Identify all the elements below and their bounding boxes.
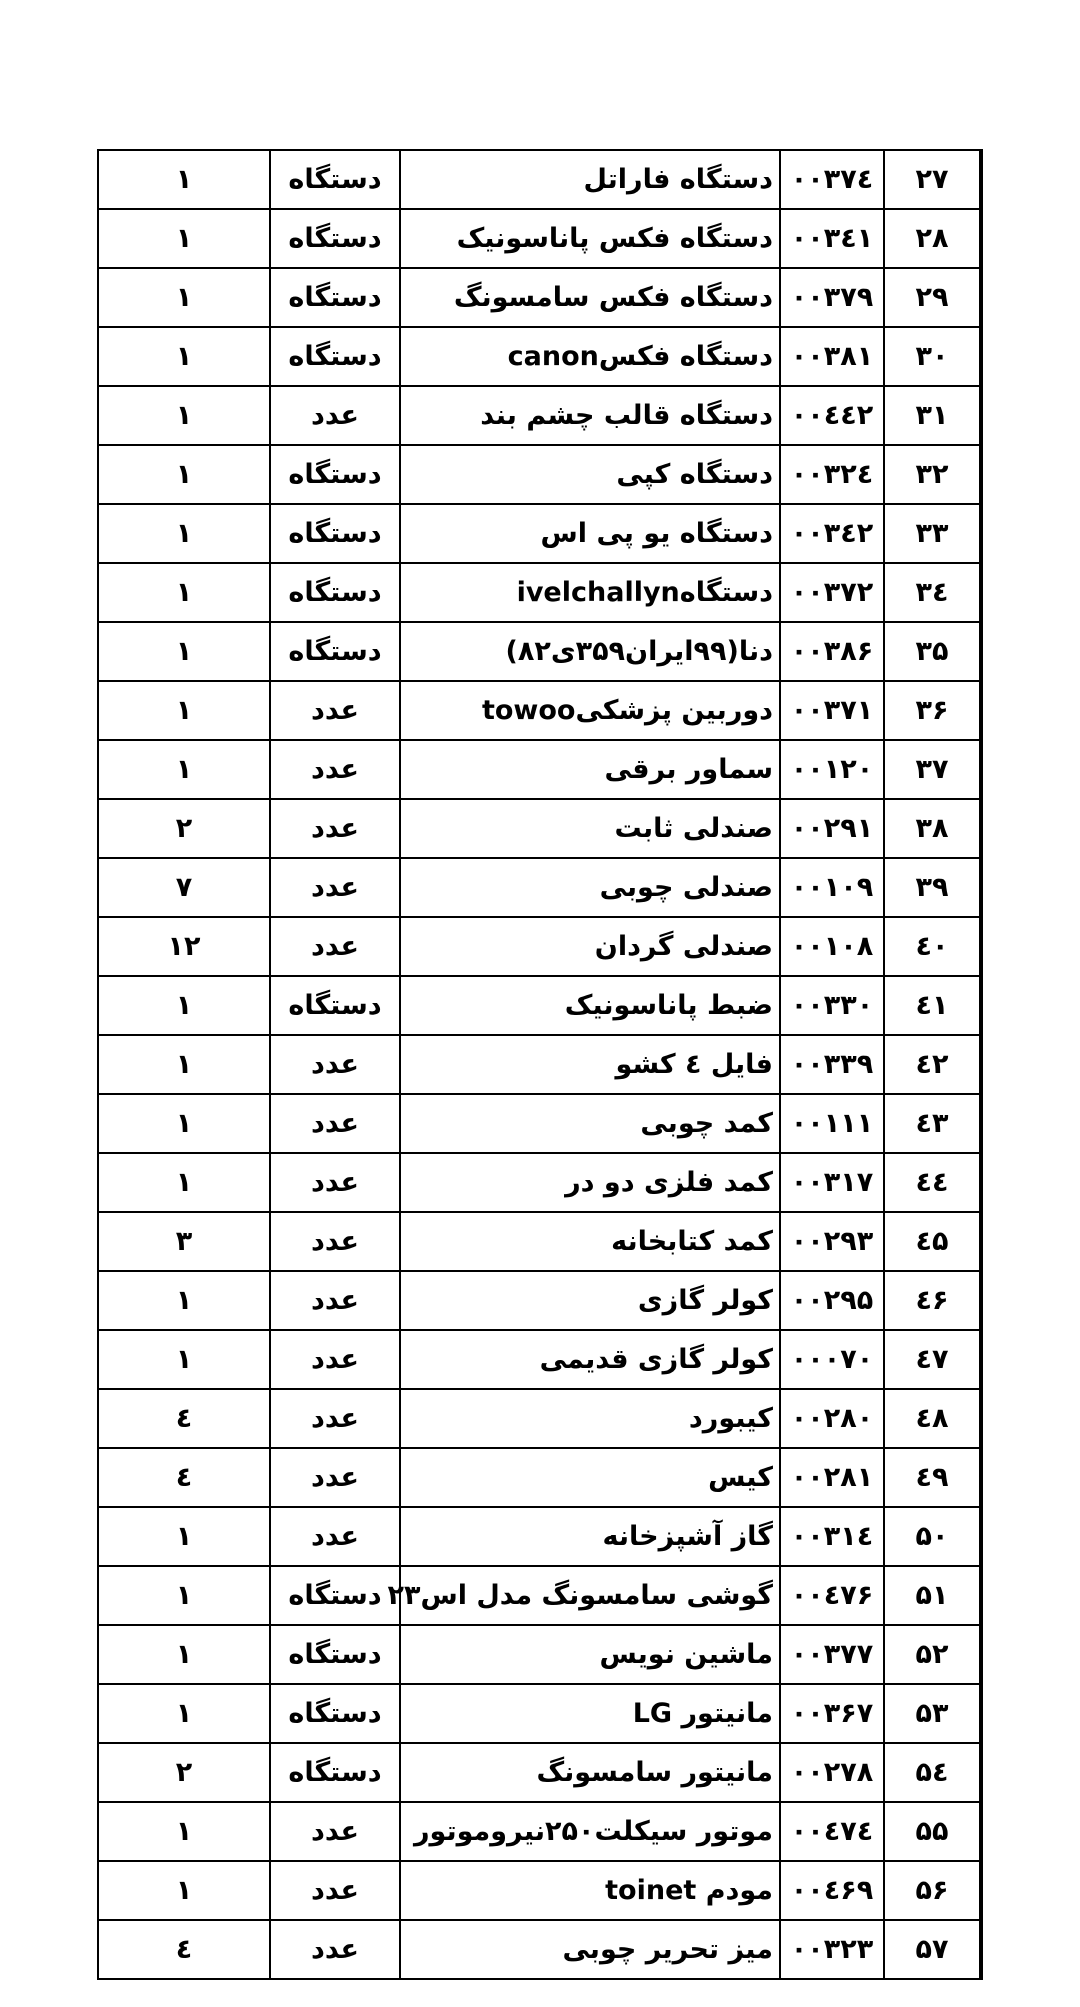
table-row xyxy=(98,445,981,504)
row-number-cell: ٤۵ xyxy=(884,1212,981,1271)
item-code-cell: ۰۰۱۰۸ xyxy=(780,917,884,976)
row-number-cell: ۳۰ xyxy=(884,327,981,386)
table-row xyxy=(98,1920,981,1979)
quantity-cell: ۱ xyxy=(98,386,270,445)
item-name-cell: دستگاه قالب چشم بند xyxy=(400,386,780,445)
quantity-cell: ۲ xyxy=(98,799,270,858)
quantity-cell: ۱ xyxy=(98,681,270,740)
table-row xyxy=(98,150,981,209)
item-name-cell: دستگاه کپی xyxy=(400,445,780,504)
unit-cell: عدد xyxy=(270,386,400,445)
unit-cell: عدد xyxy=(270,1035,400,1094)
unit-cell: عدد xyxy=(270,1861,400,1920)
quantity-cell: ۱ xyxy=(98,1802,270,1861)
row-number-cell: ٤۰ xyxy=(884,917,981,976)
item-code-cell: ۰۰۳۶۷ xyxy=(780,1684,884,1743)
table-row xyxy=(98,386,981,445)
item-name-cell: سماور برقی xyxy=(400,740,780,799)
table-row xyxy=(98,1566,981,1625)
quantity-cell: ٤ xyxy=(98,1448,270,1507)
item-name-cell: دستگاه‌ivelchallyn xyxy=(400,563,780,622)
item-code-cell: ۰۰۳۷۷ xyxy=(780,1625,884,1684)
row-number-cell: ٤۸ xyxy=(884,1389,981,1448)
table-row xyxy=(98,1389,981,1448)
quantity-cell: ۱ xyxy=(98,1684,270,1743)
item-code-cell: ۰۰۲۹۳ xyxy=(780,1212,884,1271)
item-name-cell: دستگاه فکس‌canon xyxy=(400,327,780,386)
item-name-cell: کمد فلزی دو در xyxy=(400,1153,780,1212)
item-code-cell: ۰۰۱۲۰ xyxy=(780,740,884,799)
item-name-cell: کمد کتابخانه xyxy=(400,1212,780,1271)
item-name-cell: کولر گازی xyxy=(400,1271,780,1330)
row-number-cell: ۳۷ xyxy=(884,740,981,799)
item-code-cell: ۰۰۳۷۱ xyxy=(780,681,884,740)
item-name-cell: کیس xyxy=(400,1448,780,1507)
item-code-cell: ۰۰۳۷۲ xyxy=(780,563,884,622)
quantity-cell: ۱ xyxy=(98,1507,270,1566)
row-number-cell: ۵۷ xyxy=(884,1920,981,1979)
quantity-cell: ۱ xyxy=(98,268,270,327)
item-code-cell: ۰۰۳۱۷ xyxy=(780,1153,884,1212)
row-number-cell: ٤٤ xyxy=(884,1153,981,1212)
row-number-cell: ۵۳ xyxy=(884,1684,981,1743)
unit-cell: دستگاه xyxy=(270,327,400,386)
table-row xyxy=(98,268,981,327)
item-name-cell: میز تحریر چوبی xyxy=(400,1920,780,1979)
item-name-cell: دستگاه یو پی اس xyxy=(400,504,780,563)
item-name-cell: مودم toinet xyxy=(400,1861,780,1920)
table-row xyxy=(98,1625,981,1684)
item-code-cell: ۰۰۳۸۶ xyxy=(780,622,884,681)
quantity-cell: ۱ xyxy=(98,1035,270,1094)
item-code-cell: ۰۰٤۶۹ xyxy=(780,1861,884,1920)
row-number-cell: ۳٤ xyxy=(884,563,981,622)
quantity-cell: ۱ xyxy=(98,1271,270,1330)
item-code-cell: ۰۰۳۲۳ xyxy=(780,1920,884,1979)
item-name-cell: فایل ٤ کشو xyxy=(400,1035,780,1094)
row-number-cell: ۲۸ xyxy=(884,209,981,268)
unit-cell: عدد xyxy=(270,1330,400,1389)
unit-cell: عدد xyxy=(270,799,400,858)
item-code-cell: ۰۰٤۷٤ xyxy=(780,1802,884,1861)
item-name-cell: دستگاه فکس سامسونگ xyxy=(400,268,780,327)
quantity-cell: ۱ xyxy=(98,622,270,681)
unit-cell: عدد xyxy=(270,1920,400,1979)
unit-cell: عدد xyxy=(270,858,400,917)
quantity-cell: ۱ xyxy=(98,1094,270,1153)
row-number-cell: ۳۶ xyxy=(884,681,981,740)
item-name-cell: دنا(۹۹ایران۳۵۹ی۸۲) xyxy=(400,622,780,681)
table-row xyxy=(98,1153,981,1212)
quantity-cell: ۱ xyxy=(98,1153,270,1212)
unit-cell: دستگاه xyxy=(270,1743,400,1802)
table-row xyxy=(98,504,981,563)
item-code-cell: ۰۰۲۷۸ xyxy=(780,1743,884,1802)
unit-cell: دستگاه xyxy=(270,622,400,681)
table-row xyxy=(98,917,981,976)
unit-cell: دستگاه xyxy=(270,1566,400,1625)
item-name-cell: گوشی سامسونگ مدل اس۲۳ xyxy=(400,1566,780,1625)
row-number-cell: ۵۵ xyxy=(884,1802,981,1861)
row-number-cell: ٤۲ xyxy=(884,1035,981,1094)
quantity-cell: ۱ xyxy=(98,563,270,622)
item-name-cell: مانیتور سامسونگ xyxy=(400,1743,780,1802)
table-row xyxy=(98,740,981,799)
row-number-cell: ۳۸ xyxy=(884,799,981,858)
quantity-cell: ۲ xyxy=(98,1743,270,1802)
table-row xyxy=(98,1094,981,1153)
item-code-cell: ۰۰۳٤۱ xyxy=(780,209,884,268)
quantity-cell: ۱ xyxy=(98,150,270,209)
item-name-cell: ماشین نویس xyxy=(400,1625,780,1684)
table-row xyxy=(98,681,981,740)
quantity-cell: ۱ xyxy=(98,327,270,386)
quantity-cell: ۱ xyxy=(98,976,270,1035)
item-name-cell: کولر گازی قدیمی xyxy=(400,1330,780,1389)
table-row xyxy=(98,1212,981,1271)
row-number-cell: ۵۲ xyxy=(884,1625,981,1684)
table-row xyxy=(98,799,981,858)
unit-cell: عدد xyxy=(270,681,400,740)
item-name-cell: ضبط پاناسونیک xyxy=(400,976,780,1035)
row-number-cell: ٤۳ xyxy=(884,1094,981,1153)
row-number-cell: ٤۱ xyxy=(884,976,981,1035)
row-number-cell: ۲۹ xyxy=(884,268,981,327)
item-code-cell: ۰۰۳۲٤ xyxy=(780,445,884,504)
row-number-cell: ۳۳ xyxy=(884,504,981,563)
item-name-cell: کمد چوبی xyxy=(400,1094,780,1153)
unit-cell: دستگاه xyxy=(270,1684,400,1743)
table-row xyxy=(98,1802,981,1861)
unit-cell: دستگاه xyxy=(270,445,400,504)
unit-cell: عدد xyxy=(270,1389,400,1448)
row-number-cell: ٤۷ xyxy=(884,1330,981,1389)
item-code-cell: ۰۰۲۹۵ xyxy=(780,1271,884,1330)
row-number-cell: ۳۵ xyxy=(884,622,981,681)
item-code-cell: ۰۰۱۰۹ xyxy=(780,858,884,917)
item-name-cell: کیبورد xyxy=(400,1389,780,1448)
quantity-cell: ۱ xyxy=(98,1566,270,1625)
table-row xyxy=(98,858,981,917)
quantity-cell: ۳ xyxy=(98,1212,270,1271)
row-number-cell: ۲۷ xyxy=(884,150,981,209)
unit-cell: عدد xyxy=(270,1448,400,1507)
row-number-cell: ۳۲ xyxy=(884,445,981,504)
item-code-cell: ۰۰۲۸۱ xyxy=(780,1448,884,1507)
unit-cell: عدد xyxy=(270,740,400,799)
item-name-cell: صندلی ثابت xyxy=(400,799,780,858)
unit-cell: دستگاه xyxy=(270,504,400,563)
inventory-table-body xyxy=(98,150,981,1979)
item-code-cell: ۰۰۳۱٤ xyxy=(780,1507,884,1566)
quantity-cell: ٤ xyxy=(98,1389,270,1448)
row-number-cell: ۵۱ xyxy=(884,1566,981,1625)
table-row xyxy=(98,209,981,268)
quantity-cell: ۱ xyxy=(98,504,270,563)
table-row xyxy=(98,327,981,386)
unit-cell: عدد xyxy=(270,917,400,976)
table-row xyxy=(98,1271,981,1330)
row-number-cell: ٤۹ xyxy=(884,1448,981,1507)
item-name-cell: گاز آشپزخانه xyxy=(400,1507,780,1566)
quantity-cell: ٤ xyxy=(98,1920,270,1979)
item-code-cell: ۰۰٤٤۲ xyxy=(780,386,884,445)
row-number-cell: ۳۹ xyxy=(884,858,981,917)
table-row xyxy=(98,1448,981,1507)
item-name-cell: صندلی گردان xyxy=(400,917,780,976)
table-row xyxy=(98,976,981,1035)
item-name-cell: دستگاه فاراتل xyxy=(400,150,780,209)
table-row xyxy=(98,1035,981,1094)
quantity-cell: ۱ xyxy=(98,209,270,268)
item-code-cell: ۰۰۳٤۲ xyxy=(780,504,884,563)
table-row xyxy=(98,622,981,681)
item-code-cell: ۰۰۳۸۱ xyxy=(780,327,884,386)
row-number-cell: ۵۶ xyxy=(884,1861,981,1920)
quantity-cell: ۱ xyxy=(98,1330,270,1389)
table-row xyxy=(98,1861,981,1920)
quantity-cell: ۱ xyxy=(98,445,270,504)
unit-cell: عدد xyxy=(270,1271,400,1330)
row-number-cell: ۳۱ xyxy=(884,386,981,445)
table-row xyxy=(98,1330,981,1389)
unit-cell: عدد xyxy=(270,1507,400,1566)
unit-cell: دستگاه xyxy=(270,976,400,1035)
quantity-cell: ۱ xyxy=(98,740,270,799)
item-name-cell: دوربین پزشکی‌towoo xyxy=(400,681,780,740)
row-number-cell: ٤۶ xyxy=(884,1271,981,1330)
item-name-cell: صندلی چوبی xyxy=(400,858,780,917)
table-row xyxy=(98,1743,981,1802)
item-code-cell: ۰۰۲۹۱ xyxy=(780,799,884,858)
item-code-cell: ۰۰۲۸۰ xyxy=(780,1389,884,1448)
unit-cell: عدد xyxy=(270,1212,400,1271)
item-name-cell: موتور سیکلت۲۵۰نیروموتور xyxy=(400,1802,780,1861)
row-number-cell: ۵٤ xyxy=(884,1743,981,1802)
item-name-cell: دستگاه فکس پاناسونیک xyxy=(400,209,780,268)
table-row xyxy=(98,563,981,622)
unit-cell: دستگاه xyxy=(270,268,400,327)
quantity-cell: ۱۲ xyxy=(98,917,270,976)
row-number-cell: ۵۰ xyxy=(884,1507,981,1566)
unit-cell: دستگاه xyxy=(270,1625,400,1684)
item-code-cell: ۰۰٤۷۶ xyxy=(780,1566,884,1625)
item-code-cell: ۰۰۳۷۹ xyxy=(780,268,884,327)
unit-cell: دستگاه xyxy=(270,563,400,622)
unit-cell: دستگاه xyxy=(270,209,400,268)
unit-cell: عدد xyxy=(270,1094,400,1153)
quantity-cell: ۷ xyxy=(98,858,270,917)
item-name-cell: مانیتور LG xyxy=(400,1684,780,1743)
unit-cell: عدد xyxy=(270,1802,400,1861)
item-code-cell: ۰۰۰۷۰ xyxy=(780,1330,884,1389)
table-row xyxy=(98,1684,981,1743)
item-code-cell: ۰۰۱۱۱ xyxy=(780,1094,884,1153)
unit-cell: دستگاه xyxy=(270,150,400,209)
quantity-cell: ۱ xyxy=(98,1861,270,1920)
item-code-cell: ۰۰۳۳۹ xyxy=(780,1035,884,1094)
quantity-cell: ۱ xyxy=(98,1625,270,1684)
table-row xyxy=(98,1507,981,1566)
inventory-table xyxy=(97,149,983,1980)
item-code-cell: ۰۰۳۳۰ xyxy=(780,976,884,1035)
item-code-cell: ۰۰۳۷٤ xyxy=(780,150,884,209)
unit-cell: عدد xyxy=(270,1153,400,1212)
